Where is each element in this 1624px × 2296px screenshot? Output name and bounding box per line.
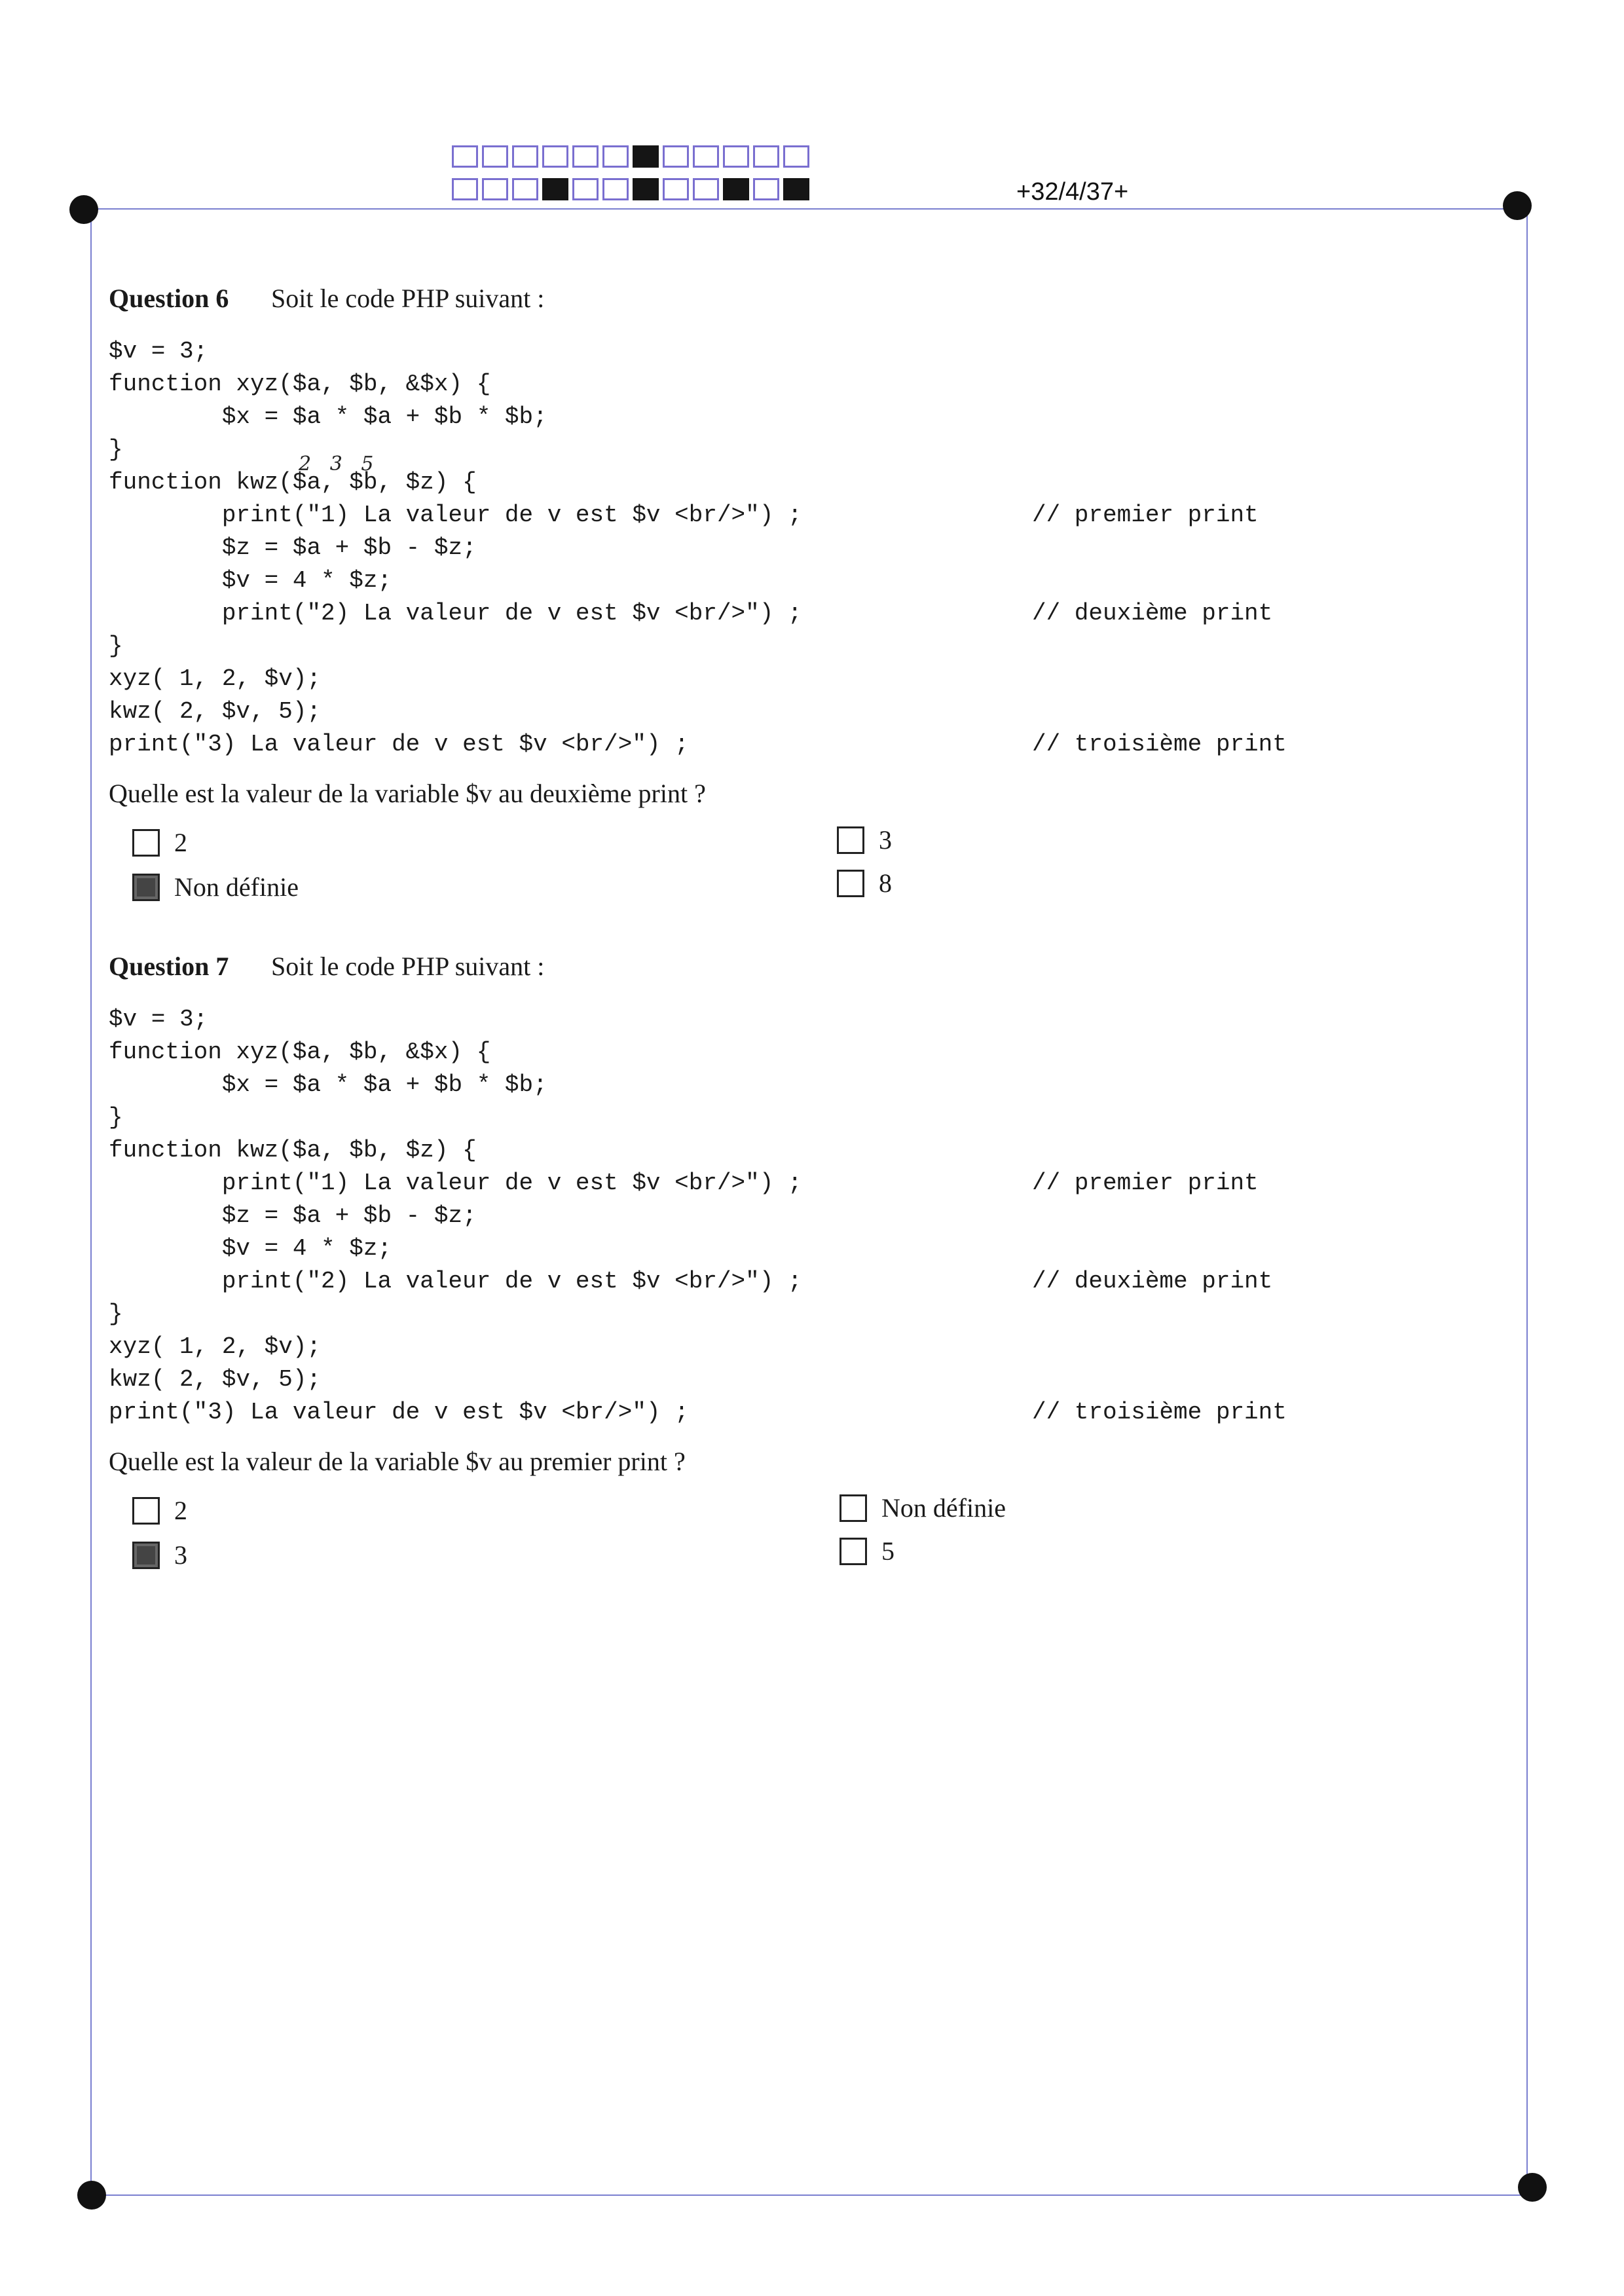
- code-comment: // troisième print: [1032, 731, 1287, 758]
- code-text: }: [109, 633, 123, 659]
- checkbox[interactable]: [837, 870, 864, 897]
- code-text: print("1) La valeur de v est $v <br/>") ;: [109, 1170, 802, 1196]
- code-text: xyz( 1, 2, $v);: [109, 665, 322, 692]
- corner-marker-bottom-left: [77, 2181, 106, 2210]
- code-line: [109, 695, 1484, 728]
- code-block: [109, 335, 1484, 761]
- barcode-cell: [452, 178, 478, 200]
- question-label: Question 7: [109, 952, 229, 981]
- code-comment: // deuxième print: [1032, 600, 1273, 627]
- code-block: [109, 1003, 1484, 1429]
- code-text: function xyz($a, $b, &$x) {: [109, 371, 491, 398]
- question-prompt: Quelle est la valeur de la variable $v au deuxième print ?: [109, 779, 706, 808]
- code-line: [109, 630, 1484, 663]
- code-comment: // deuxième print: [1032, 1268, 1273, 1295]
- barcode-row-1: [452, 145, 813, 168]
- code-text: function kwz($a, $b, $z) {: [109, 1137, 477, 1164]
- code-text: $z = $a + $b - $z;: [109, 1202, 477, 1229]
- code-text: $v = 3;: [109, 1006, 208, 1033]
- code-line: [109, 1102, 1484, 1134]
- code-line: [109, 1003, 1484, 1036]
- corner-marker-top-left: [69, 195, 98, 224]
- code-line: [109, 401, 1484, 434]
- answer-option[interactable]: [132, 1495, 187, 1526]
- code-line: [109, 1363, 1484, 1396]
- checkbox[interactable]: [837, 826, 864, 854]
- code-line: [109, 728, 1484, 761]
- answer-label: 8: [879, 868, 892, 898]
- code-line: [109, 532, 1484, 565]
- code-text: kwz( 2, $v, 5);: [109, 1366, 322, 1393]
- page-id: +32/4/37+: [1016, 178, 1129, 206]
- code-text: }: [109, 436, 123, 463]
- answer-label: 2: [174, 1496, 187, 1525]
- code-line: [109, 1036, 1484, 1069]
- answer-list: [109, 827, 1484, 919]
- barcode-cell: [723, 178, 749, 200]
- code-line: [109, 335, 1484, 368]
- code-text: $x = $a * $a + $b * $b;: [109, 1071, 547, 1098]
- question-intro: Soit le code PHP suivant :: [271, 284, 545, 313]
- checkbox[interactable]: [132, 1497, 160, 1525]
- code-text: print("1) La valeur de v est $v <br/>") ;: [109, 502, 802, 528]
- code-comment: // premier print: [1032, 1170, 1259, 1196]
- barcode-cell: [542, 145, 568, 168]
- code-line: [109, 1069, 1484, 1102]
- code-line: [109, 1265, 1484, 1298]
- question-prompt: Quelle est la valeur de la variable $v au premier print ?: [109, 1447, 686, 1476]
- barcode-cell: [693, 178, 719, 200]
- barcode-cell: [542, 178, 568, 200]
- code-text: print("2) La valeur de v est $v <br/>") ;: [109, 1268, 802, 1295]
- checkbox[interactable]: [840, 1494, 867, 1522]
- barcode-cell: [663, 178, 689, 200]
- code-line: [109, 499, 1484, 532]
- code-text: $z = $a + $b - $z;: [109, 534, 477, 561]
- question-6: [109, 283, 1484, 919]
- code-comment: // premier print: [1032, 502, 1259, 528]
- answer-option[interactable]: [132, 1540, 187, 1570]
- barcode-cell: [482, 145, 508, 168]
- code-line: [109, 565, 1484, 597]
- question-7: [109, 951, 1484, 1587]
- code-text: kwz( 2, $v, 5);: [109, 698, 322, 725]
- answer-label: 2: [174, 828, 187, 857]
- question-label: Question 6: [109, 284, 229, 313]
- code-text: }: [109, 1301, 123, 1327]
- checkbox[interactable]: [132, 1542, 160, 1569]
- barcode-cell: [572, 145, 599, 168]
- code-text: xyz( 1, 2, $v);: [109, 1333, 322, 1360]
- code-line: [109, 1298, 1484, 1331]
- barcode-cell: [753, 178, 779, 200]
- barcode-row-2: [452, 178, 813, 200]
- code-text: print("2) La valeur de v est $v <br/>") ;: [109, 600, 802, 627]
- barcode-cell: [753, 145, 779, 168]
- answer-label: 3: [174, 1540, 187, 1570]
- answer-list: [109, 1495, 1484, 1587]
- code-line: [109, 663, 1484, 695]
- barcode-cell: [512, 145, 538, 168]
- answer-option[interactable]: [837, 824, 892, 855]
- barcode-cell: [693, 145, 719, 168]
- code-line: [109, 597, 1484, 630]
- code-line: [109, 368, 1484, 401]
- barcode-cell: [783, 145, 809, 168]
- barcode-cell: [633, 145, 659, 168]
- barcode-cell: [602, 178, 629, 200]
- barcode-cell: [452, 145, 478, 168]
- answer-option[interactable]: [837, 868, 892, 898]
- answer-option[interactable]: [840, 1536, 895, 1566]
- barcode-cell: [663, 145, 689, 168]
- checkbox[interactable]: [840, 1538, 867, 1565]
- barcode-cell: [723, 145, 749, 168]
- answer-option[interactable]: [840, 1492, 1006, 1523]
- handwritten-annotation: 2 3 5: [299, 453, 374, 475]
- code-line: [109, 1134, 1484, 1167]
- barcode-cell: [633, 178, 659, 200]
- answer-label: Non définie: [881, 1493, 1006, 1523]
- code-text: }: [109, 1104, 123, 1131]
- answer-option[interactable]: [132, 872, 299, 902]
- barcode-cell: [783, 178, 809, 200]
- corner-marker-bottom-right: [1518, 2173, 1547, 2202]
- answer-option[interactable]: [132, 827, 187, 858]
- question-intro: Soit le code PHP suivant :: [271, 952, 545, 981]
- code-text: $v = 3;: [109, 338, 208, 365]
- code-line: [109, 1167, 1484, 1200]
- answer-label: 3: [879, 825, 892, 855]
- code-text: print("3) La valeur de v est $v <br/>") ;: [109, 731, 689, 758]
- answer-label: Non définie: [174, 872, 299, 902]
- barcode-cell: [572, 178, 599, 200]
- code-text: $v = 4 * $z;: [109, 1235, 392, 1262]
- barcode-cell: [602, 145, 629, 168]
- code-text: function kwz($a, $b, $z) {: [109, 469, 477, 496]
- code-text: $v = 4 * $z;: [109, 567, 392, 594]
- code-line: [109, 1232, 1484, 1265]
- barcode-cell: [512, 178, 538, 200]
- answer-label: 5: [881, 1536, 895, 1566]
- code-line: [109, 1331, 1484, 1363]
- code-text: function xyz($a, $b, &$x) {: [109, 1039, 491, 1065]
- code-line: [109, 466, 1484, 499]
- code-text: print("3) La valeur de v est $v <br/>") ;: [109, 1399, 689, 1426]
- code-comment: // troisième print: [1032, 1399, 1287, 1426]
- barcode-cell: [482, 178, 508, 200]
- code-line: [109, 434, 1484, 475]
- code-line: [109, 1396, 1484, 1429]
- code-text: $x = $a * $a + $b * $b;: [109, 403, 547, 430]
- checkbox[interactable]: [132, 829, 160, 857]
- code-line: [109, 1200, 1484, 1232]
- checkbox[interactable]: [132, 874, 160, 901]
- corner-marker-top-right: [1503, 191, 1532, 220]
